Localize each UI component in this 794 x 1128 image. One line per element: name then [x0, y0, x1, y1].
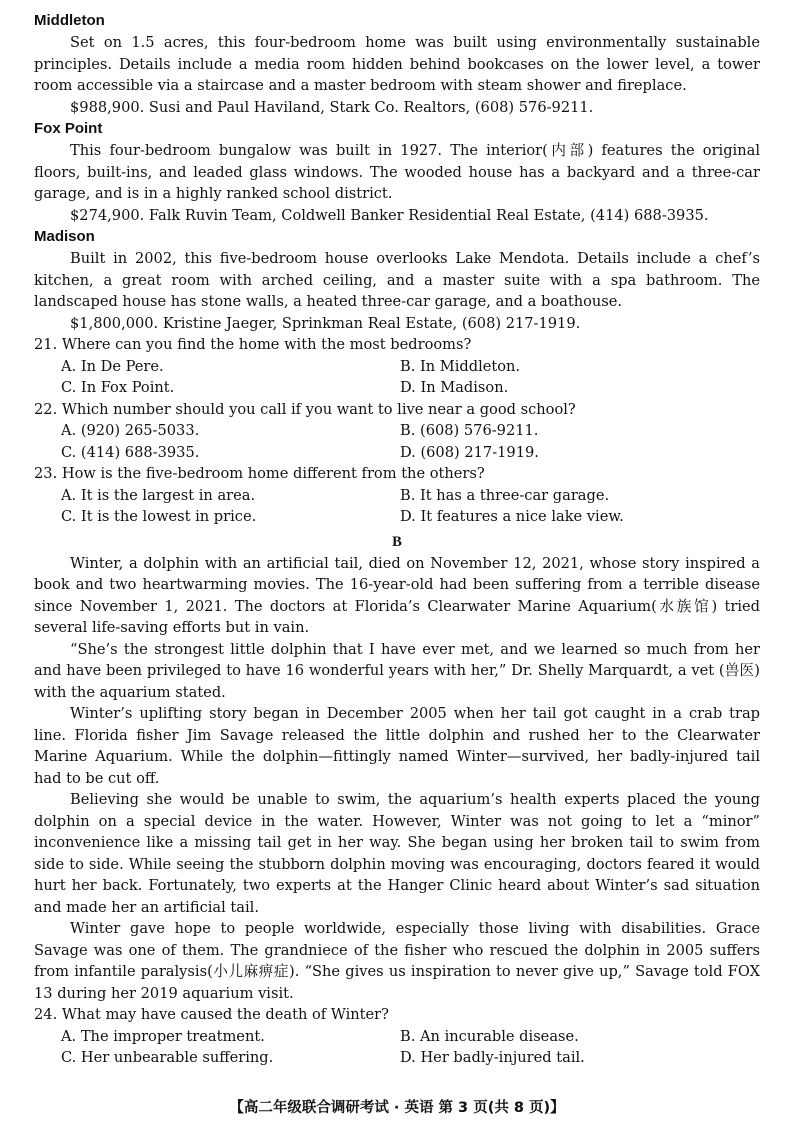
- listing-description: This four-bedroom bungalow was built in 1927. The interior(内部) features the original floors, built-ins, and leaded glass windows. The wooded house has a backyard and a three-car garage, and is in a highly ranked school district.: [34, 142, 760, 202]
- page-footer: 【高二年级联合调研考试 · 英语 第 3 页(共 8 页)】: [229, 1100, 565, 1116]
- answer-option: A. It is the largest in area.: [61, 486, 256, 504]
- answer-option: D. It features a nice lake view.: [400, 508, 624, 525]
- answer-option: D. In Madison.: [400, 379, 509, 396]
- question-stem: 24. What may have caused the death of Winter?: [34, 1006, 389, 1023]
- question-stem: 23. How is the five-bedroom home different from the others?: [34, 465, 485, 482]
- answer-options: [34, 420, 760, 463]
- listing-title: Middleton: [34, 12, 105, 29]
- answer-option: A. The improper treatment.: [61, 1027, 265, 1045]
- answer-option: D. (608) 217-1919.: [400, 443, 539, 461]
- document-page: [34, 10, 760, 1069]
- listing-title: Fox Point: [34, 120, 103, 137]
- listing-contact: $1,800,000. Kristine Jaeger, Sprinkman Real Estate, (608) 217-1919.: [70, 314, 581, 332]
- answer-option: B. (608) 576-9211.: [400, 422, 539, 439]
- answer-options: [34, 485, 760, 528]
- passage-paragraph: Winter’s uplifting story began in December 2005 when her tail got caught in a crab trap line. Florida fisher Jim Savage released the little dolphin and rushed her to the Clearwater Marine Aquarium. While the dolphin—fittingly named Winter—survived, her badly-injured tail had to be cut off.: [34, 705, 760, 787]
- question-stem: 21. Where can you find the home with the most bedrooms?: [34, 336, 472, 353]
- answer-options: [34, 1026, 760, 1069]
- listing-title: Madison: [34, 228, 95, 245]
- listing-contact: $274,900. Falk Ruvin Team, Coldwell Banker Residential Real Estate, (414) 688-3935.: [70, 206, 709, 224]
- answer-option: B. An incurable disease.: [400, 1027, 579, 1045]
- listing-description: Built in 2002, this five-bedroom house overlooks Lake Mendota. Details include a chef’s kitchen, a great room with arched ceiling, and a master suite with a spa bathroom. The landscaped house has stone walls, a heated three-car garage, and a boathouse.: [34, 250, 760, 310]
- passage-paragraph: Winter gave hope to people worldwide, especially those living with disabilities. Grace Savage was one of them. The grandniece of the fisher who rescued the dolphin in 2005 suffers from infantile paralysis(小儿麻痹症). “She gives us inspiration to never give up,” Savage told FOX 13 during her 2019 aquarium visit.: [34, 920, 760, 1002]
- passage-paragraph: Believing she would be unable to swim, the aquarium’s health experts placed the young dolphin on a special device in the water. However, Winter was not going to let a “minor” inconvenience like a missing tail get in her way. She began using her broken tail to swim from side to side. While seeing the stubborn dolphin moving was encouraging, doctors feared it would hurt her back. Fortunately, two experts at the Hanger Clinic heard about Winter’s sad situation and made her an artificial tail.: [34, 791, 760, 916]
- answer-option: A. (920) 265-5033.: [61, 422, 200, 439]
- question-stem: 22. Which number should you call if you want to live near a good school?: [34, 400, 576, 418]
- answer-option: B. In Middleton.: [400, 357, 521, 375]
- answer-option: C. It is the lowest in price.: [61, 508, 257, 525]
- answer-options: [34, 356, 760, 399]
- answer-option: C. (414) 688-3935.: [61, 443, 200, 461]
- answer-option: D. Her badly-injured tail.: [400, 1049, 585, 1066]
- answer-option: C. In Fox Point.: [61, 379, 175, 396]
- section-label: B: [392, 533, 402, 550]
- listing-description: Set on 1.5 acres, this four-bedroom home was built using environmentally sustainable principles. Details include a media room hidden behind bookcases on the lower level, a tower room accessible via a staircase and a master bedroom with steam shower and fireplace.: [34, 34, 760, 94]
- passage-paragraph: Winter, a dolphin with an artificial tail, died on November 12, 2021, whose story inspired a book and two heartwarming movies. The 16-year-old had been suffering from a terrible disease since November 1, 2021. The doctors at Florida’s Clearwater Marine Aquarium(水族馆) tried several life-saving efforts but in vain.: [34, 554, 760, 636]
- answer-option: B. It has a three-car garage.: [400, 486, 610, 504]
- listing-contact: $988,900. Susi and Paul Haviland, Stark Co. Realtors, (608) 576-9211.: [70, 98, 594, 116]
- answer-option: C. Her unbearable suffering.: [61, 1049, 274, 1066]
- answer-option: A. In De Pere.: [61, 357, 164, 375]
- passage-paragraph: “She’s the strongest little dolphin that I have ever met, and we learned so much from her and have been privileged to have 16 wonderful years with her,” Dr. Shelly Marquardt, a vet (兽医) with the aquarium stated.: [34, 640, 760, 701]
